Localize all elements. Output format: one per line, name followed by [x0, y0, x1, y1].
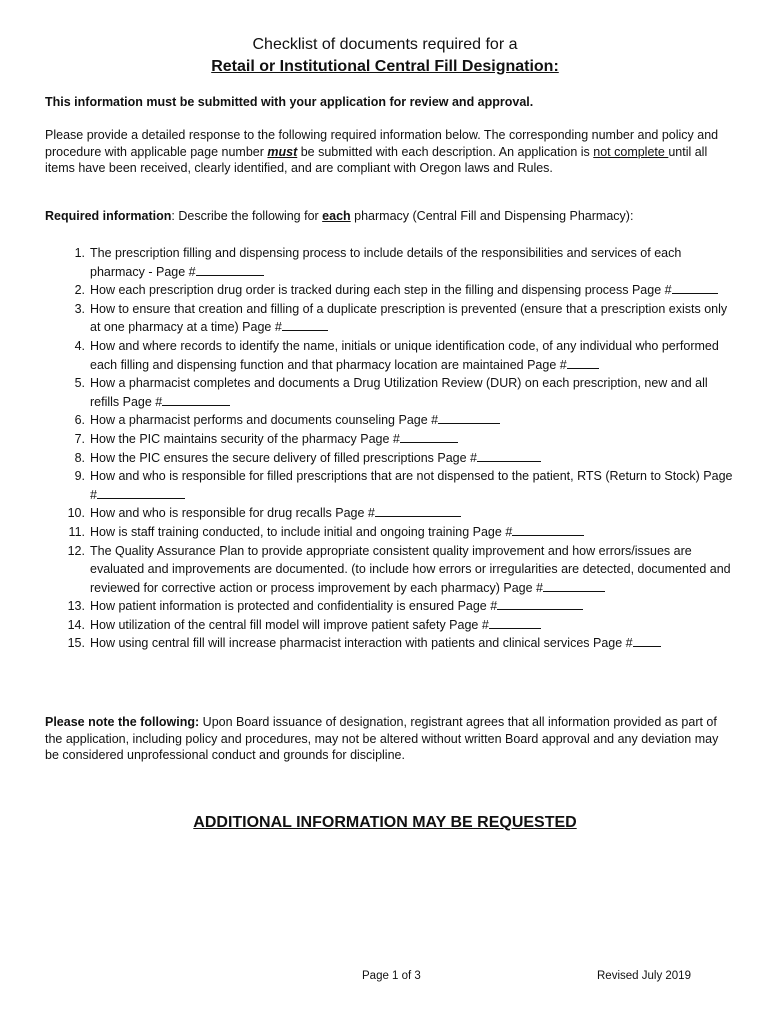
list-item	[45, 467, 735, 504]
list-item	[45, 411, 735, 430]
list-item	[45, 523, 735, 542]
item-text: How to ensure that creation and filling of a duplicate prescription is prevented (ensure that a prescription exists only at one pharmacy at a time) Page #	[90, 301, 728, 335]
item-number: 8.	[74, 450, 85, 465]
list-item	[45, 300, 735, 337]
intro-text-1: Please provide a detailed response to the following required information below. The corresponding number and policy and procedure with applicable page number	[45, 128, 719, 159]
item-text: The prescription filling and dispensing process to include details of the responsibilities and services of each pharmacy - Page #	[90, 246, 682, 279]
page-number-blank[interactable]	[489, 616, 541, 629]
item-number: 1.	[74, 246, 85, 260]
page-number-blank[interactable]	[477, 449, 541, 462]
item-text: How using central fill will increase pharmacist interaction with patients and clinical services Page #	[90, 636, 633, 651]
required-info-text-2: pharmacy (Central Fill and Dispensing Pharmacy):	[350, 209, 634, 223]
item-number: 9.	[74, 469, 85, 484]
item-text: How utilization of the central fill model will improve patient safety Page #	[90, 617, 489, 632]
list-item	[45, 244, 735, 281]
submission-notice: This information must be submitted with your application for review and approval.	[45, 95, 534, 109]
item-number: 10.	[67, 506, 85, 521]
page-number-blank[interactable]	[400, 430, 458, 443]
document-title-line2: Retail or Institutional Central Fill Designation:	[211, 58, 559, 75]
page-number-blank[interactable]	[162, 393, 230, 406]
item-number: 15.	[67, 636, 85, 651]
additional-info-heading: ADDITIONAL INFORMATION MAY BE REQUESTED	[193, 814, 577, 831]
item-number: 3.	[74, 301, 85, 316]
page-number-blank[interactable]	[196, 263, 264, 276]
item-text: How and where records to identify the name, initials or unique identification code, of any individual who performed each filling and dispensing function and that pharmacy location are maintained Page #	[90, 338, 719, 372]
item-number: 13.	[67, 599, 85, 614]
item-number: 6.	[74, 413, 85, 428]
required-info-label: Required information	[45, 209, 172, 223]
intro-text-2: be submitted with each description. An application is	[297, 144, 594, 159]
list-item	[45, 597, 735, 616]
page-number-blank[interactable]	[497, 597, 583, 610]
item-text: How a pharmacist performs and documents counseling Page #	[90, 413, 439, 428]
please-note-paragraph	[45, 714, 735, 764]
list-item	[45, 281, 735, 300]
item-text: How each prescription drug order is tracked during each step in the filling and dispensing process Page #	[90, 283, 672, 298]
page-number: Page 1 of 3	[362, 970, 421, 982]
intro-not-complete: not complete	[593, 144, 669, 159]
required-info-each: each	[322, 209, 351, 223]
page-number-blank[interactable]	[672, 281, 718, 294]
page-number-blank[interactable]	[543, 579, 605, 592]
required-items-list	[45, 244, 735, 653]
list-item	[45, 430, 735, 449]
item-number: 2.	[74, 283, 85, 298]
document-title-line1: Checklist of documents required for a	[252, 36, 518, 53]
page-number-blank[interactable]	[97, 486, 185, 499]
list-item	[45, 449, 735, 468]
list-item	[45, 504, 735, 523]
item-number: 11.	[68, 524, 85, 539]
list-item	[45, 374, 735, 411]
item-text: How and who is responsible for filled prescriptions that are not dispensed to the patient, RTS (Return to Stock) Page #	[90, 469, 733, 502]
item-text: How the PIC maintains security of the pharmacy Page #	[90, 431, 400, 446]
intro-text-3: until all items have been received, clearly identified, and are compliant with Oregon laws and Rules.	[45, 144, 708, 175]
list-item	[45, 542, 735, 598]
list-item	[45, 616, 735, 635]
item-text: How the PIC ensures the secure delivery of filled prescriptions Page #	[90, 450, 477, 465]
item-number: 4.	[74, 338, 85, 353]
list-item	[45, 634, 735, 653]
page-number-blank[interactable]	[512, 523, 584, 536]
page-number-blank[interactable]	[633, 634, 661, 647]
item-text: How patient information is protected and confidentiality is ensured Page #	[90, 599, 498, 614]
page-number-blank[interactable]	[375, 504, 461, 517]
page-number-blank[interactable]	[567, 356, 599, 369]
required-info-heading	[45, 209, 735, 223]
item-text: How and who is responsible for drug recalls Page #	[90, 506, 375, 521]
revision-date: Revised July 2019	[597, 970, 691, 982]
item-number: 14.	[67, 617, 85, 632]
list-item	[45, 337, 735, 374]
item-text: How a pharmacist completes and documents a Drug Utilization Review (DUR) on each prescription, new and all refills Page #	[90, 376, 708, 409]
please-note-label: Please note the following:	[45, 715, 200, 729]
item-number: 12.	[67, 543, 85, 558]
item-number: 7.	[74, 431, 85, 446]
page-number-blank[interactable]	[438, 411, 500, 424]
required-info-text-1: : Describe the following for	[171, 209, 323, 223]
page-number-blank[interactable]	[282, 318, 328, 331]
item-text: The Quality Assurance Plan to provide appropriate consistent quality improvement and how errors/issues are evaluated and improvements are documented. (to include how errors or irregularities are detected, documented and reviewed for corrective action or process improvement by each pharmacy) Page #	[90, 543, 731, 595]
intro-must-emphasis: must	[267, 144, 298, 159]
please-note-text: Upon Board issuance of designation, registrant agrees that all information provided as part of the application, including policy and procedures, may not be altered without written Board approval and any deviation may be considered unprofessional conduct and grounds for discipline.	[45, 715, 719, 762]
item-text: How is staff training conducted, to include initial and ongoing training Page #	[90, 524, 513, 539]
intro-paragraph	[45, 127, 735, 177]
item-number: 5.	[74, 376, 85, 391]
